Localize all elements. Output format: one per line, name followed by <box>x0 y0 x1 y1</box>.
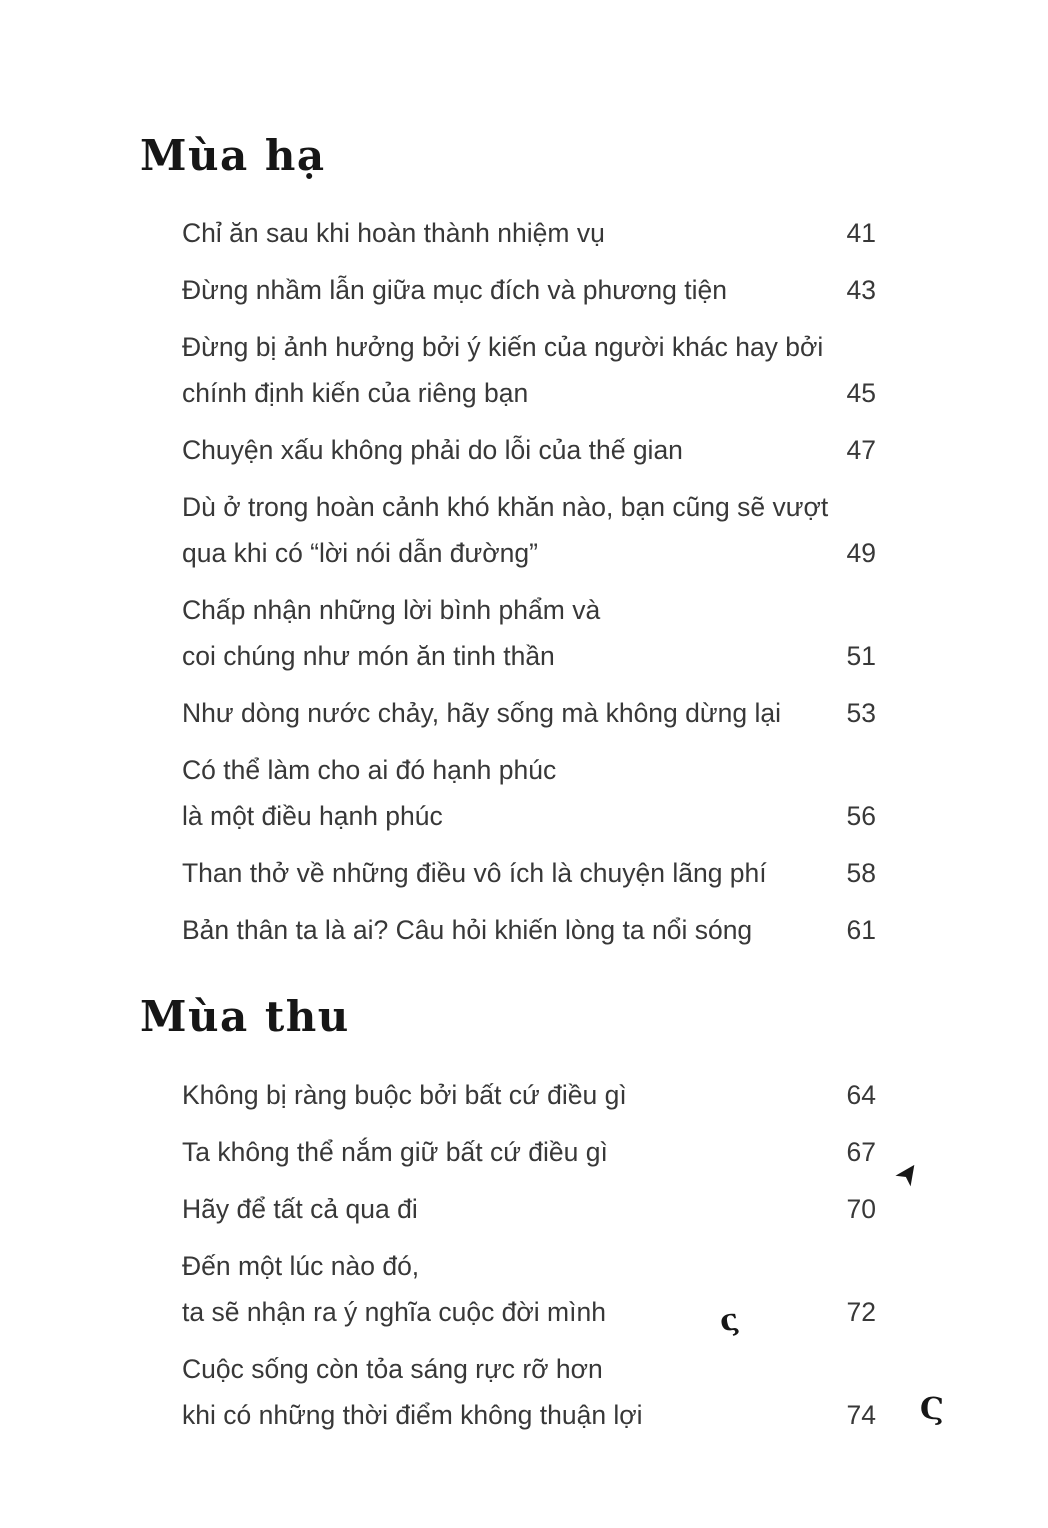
toc-entry <box>182 1243 876 1335</box>
entry-row <box>182 1346 876 1392</box>
entry-row <box>182 484 876 530</box>
toc-entry <box>182 1346 876 1438</box>
entry-row <box>182 747 876 793</box>
entry-row <box>182 793 876 839</box>
entry-title-line: Chỉ ăn sau khi hoàn thành nhiệm vụ <box>182 218 605 249</box>
entry-page-number: 67 <box>846 1136 876 1167</box>
entry-page-number: 45 <box>846 378 876 409</box>
entry-page-number: 61 <box>846 915 876 946</box>
entry-page-number: 72 <box>846 1296 876 1327</box>
section-heading: Mùa hạ <box>140 131 326 180</box>
entry-title-line: khi có những thời điểm không thuận lợi <box>182 1399 643 1430</box>
entry-title-line: Không bị ràng buộc bởi bất cứ điều gì <box>182 1079 627 1110</box>
entry-list <box>140 1072 876 1438</box>
entry-row <box>182 530 876 576</box>
entry-row <box>182 1072 876 1118</box>
entry-title-line: chính định kiến của riêng bạn <box>182 378 529 409</box>
entry-page-number: 43 <box>846 275 876 306</box>
entry-row <box>182 690 876 736</box>
entry-title-line: Đến một lúc nào đó, <box>182 1250 420 1281</box>
entry-page-number: 41 <box>846 218 876 249</box>
entry-title-line: qua khi có “lời nói dẫn đường” <box>182 538 538 569</box>
entry-title-line: ta sẽ nhận ra ý nghĩa cuộc đời mình <box>182 1296 606 1327</box>
entry-row <box>182 907 876 953</box>
entry-page-number: 53 <box>846 698 876 729</box>
entry-row <box>182 427 876 473</box>
toc-entry <box>182 324 876 416</box>
ink-smudge-icon: Ϛ <box>920 1392 944 1427</box>
toc-entry <box>182 747 876 839</box>
entry-page-number: 56 <box>846 801 876 832</box>
entry-page-number: 51 <box>846 641 876 672</box>
toc-entry <box>182 1072 876 1118</box>
toc-entry <box>182 1129 876 1175</box>
entry-row <box>182 324 876 370</box>
entry-page-number: 74 <box>846 1399 876 1430</box>
toc-entry <box>182 210 876 256</box>
ink-smudge-icon: ➤ <box>888 1155 927 1191</box>
entry-title-line: Có thể làm cho ai đó hạnh phúc <box>182 755 557 786</box>
entry-title-line: Cuộc sống còn tỏa sáng rực rỡ hơn <box>182 1353 603 1384</box>
entry-row <box>182 850 876 896</box>
entry-title-line: Chuyện xấu không phải do lỗi của thế gian <box>182 435 683 466</box>
entry-title-line: Than thở về những điều vô ích là chuyện lãng phí <box>182 858 767 889</box>
toc-entry <box>182 1186 876 1232</box>
entry-row <box>182 1243 876 1289</box>
entry-row <box>182 1392 876 1438</box>
entry-title-line: Bản thân ta là ai? Câu hỏi khiến lòng ta nổi sóng <box>182 915 753 946</box>
toc-entry <box>182 267 876 313</box>
toc-entry <box>182 690 876 736</box>
entry-title-line: Dù ở trong hoàn cảnh khó khăn nào, bạn cũng sẽ vượt <box>182 492 829 523</box>
entry-row <box>182 633 876 679</box>
entry-title-line: Hãy để tất cả qua đi <box>182 1193 418 1224</box>
entry-title-line: Đừng nhầm lẫn giữa mục đích và phương tiện <box>182 275 727 306</box>
table-of-contents <box>140 132 876 1449</box>
toc-entry <box>182 427 876 473</box>
entry-page-number: 47 <box>846 435 876 466</box>
toc-section <box>140 993 876 1437</box>
entry-title-line: là một điều hạnh phúc <box>182 801 443 832</box>
entry-row <box>182 210 876 256</box>
toc-entry <box>182 484 876 576</box>
toc-section <box>140 132 876 953</box>
entry-page-number: 49 <box>846 538 876 569</box>
toc-entry <box>182 907 876 953</box>
entry-title-line: Đừng bị ảnh hưởng bởi ý kiến của người khác hay bởi <box>182 332 824 363</box>
toc-entry <box>182 587 876 679</box>
entry-page-number: 64 <box>846 1079 876 1110</box>
entry-row <box>182 1289 876 1335</box>
entry-row <box>182 370 876 416</box>
entry-title-line: coi chúng như món ăn tinh thần <box>182 641 555 672</box>
toc-entry <box>182 850 876 896</box>
section-heading: Mùa thu <box>140 992 350 1042</box>
entry-title-line: Như dòng nước chảy, hãy sống mà không dừng lại <box>182 698 781 729</box>
entry-title-line: Ta không thể nắm giữ bất cứ điều gì <box>182 1136 608 1167</box>
entry-row <box>182 587 876 633</box>
entry-page-number: 58 <box>846 858 876 889</box>
ink-smudge-icon: ς <box>716 1301 742 1340</box>
entry-row <box>182 1129 876 1175</box>
entry-title-line: Chấp nhận những lời bình phẩm và <box>182 595 601 626</box>
entry-row <box>182 267 876 313</box>
entry-row <box>182 1186 876 1232</box>
entry-page-number: 70 <box>846 1193 876 1224</box>
entry-list <box>140 210 876 953</box>
